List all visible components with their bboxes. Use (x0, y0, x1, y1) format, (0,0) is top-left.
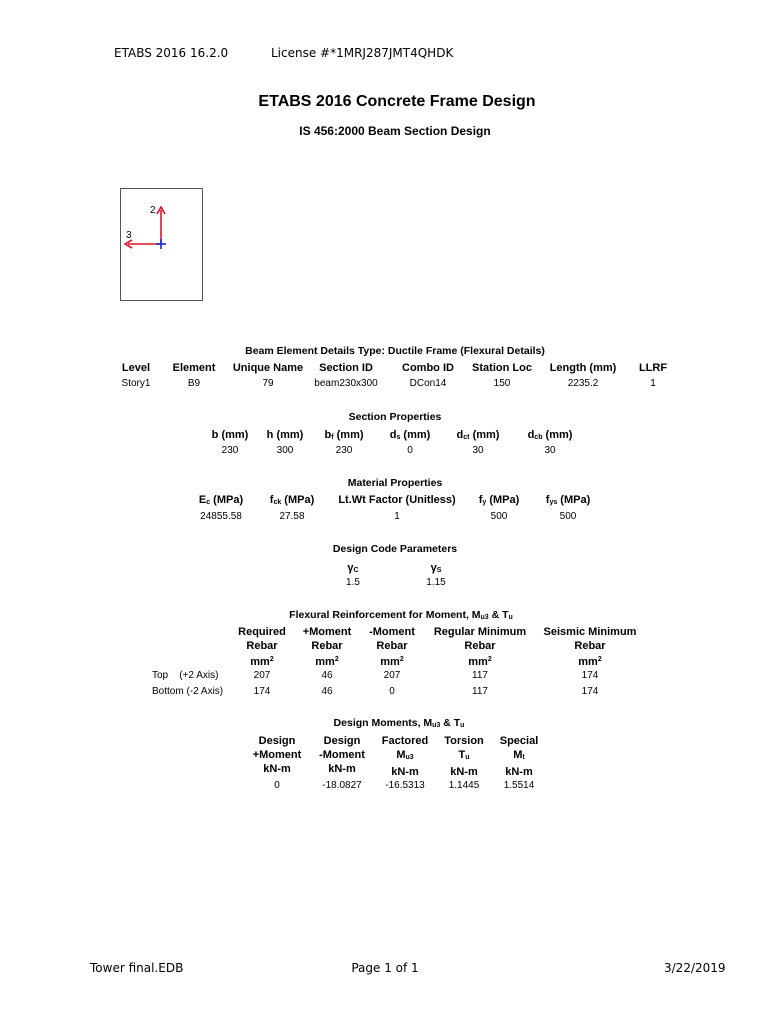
beam-header-element: Element (172, 362, 216, 374)
material-value-fys: 500 (559, 511, 577, 522)
material-value-fy: 500 (490, 511, 508, 522)
beam-header-station-loc: Station Loc (472, 362, 532, 374)
section-value-ds: 0 (407, 445, 413, 456)
beam-header-unique-name: Unique Name (232, 362, 304, 374)
section-header-bf: bf (mm) (324, 429, 364, 441)
footer-page-number: Page 1 of 1 (351, 961, 419, 975)
moments-col-design-minus: Design -Moment kN-m (319, 735, 365, 775)
flexural-top-seismic-minimum: 174 (581, 670, 599, 681)
beam-header-section-id: Section ID (319, 362, 373, 374)
flexural-bottom-plus-moment: 46 (321, 686, 333, 697)
moments-value-torsion: 1.1445 (448, 780, 480, 791)
flexural-col-minus-moment: -Moment Rebar $mm^2$ (369, 626, 415, 668)
axis-diagram-svg (120, 188, 203, 301)
section-header-ds: ds (mm) (389, 429, 431, 441)
flexural-row-label-bottom: Bottom (-2 Axis) (152, 686, 224, 697)
flexural-bottom-required: 174 (253, 686, 271, 697)
material-header-fck: fck (MPa) (269, 494, 315, 506)
beam-value-level: Story1 (121, 378, 151, 389)
beam-value-combo-id: DCon14 (409, 378, 447, 389)
moments-value-factored: -16.5313 (385, 780, 425, 791)
section-header-dcb: dcb (mm) (527, 429, 573, 441)
flexural-bottom-seismic-minimum: 174 (581, 686, 599, 697)
section-header-dct: dct (mm) (456, 429, 500, 441)
section-header-b: b (mm) (211, 429, 249, 441)
section-properties-title: Section Properties (348, 411, 442, 423)
flexural-col-regular-minimum: Regular Minimum Rebar $mm^2$ (433, 626, 527, 668)
beam-header-level: Level (121, 362, 151, 374)
moments-col-design-plus: Design +Moment kN-m (252, 735, 302, 775)
beam-value-station-loc: 150 (493, 378, 511, 389)
beam-header-length: Length (mm) (549, 362, 617, 374)
beam-value-llrf: 1 (650, 378, 656, 389)
beam-header-llrf: LLRF (638, 362, 668, 374)
flexural-row-label-top: Top (+2 Axis) (152, 670, 219, 681)
flexural-top-plus-moment: 46 (321, 670, 333, 681)
flexural-reinforcement-title: Flexural Reinforcement for Moment, Mu3 & Tu (289, 609, 513, 621)
page-subtitle: IS 456:2000 Beam Section Design (299, 124, 491, 138)
material-value-ltwt: 1 (394, 511, 400, 522)
axis-3-label: 3 (126, 230, 132, 241)
flexural-top-required: 207 (253, 670, 271, 681)
material-header-ltwt: Lt.Wt Factor (Unitless) (338, 494, 456, 506)
page-title: ETABS 2016 Concrete Frame Design (258, 93, 536, 110)
material-header-fy: fy (MPa) (478, 494, 520, 506)
moments-col-factored: Factored Mu3 kN-m (381, 735, 429, 778)
flexural-top-minus-moment: 207 (383, 670, 401, 681)
beam-value-section-id: beam230x300 (314, 378, 378, 389)
material-properties-title: Material Properties (347, 477, 443, 489)
footer-file-name: Tower final.EDB (90, 961, 184, 975)
flexural-col-plus-moment: +Moment Rebar $mm^2$ (302, 626, 352, 668)
axis-2-label: 2 (150, 205, 156, 216)
license-number: License #*1MRJ287JMT4QHDK (271, 46, 454, 60)
material-value-ec: 24855.58 (200, 511, 242, 522)
flexural-col-required: Required Rebar $mm^2$ (238, 626, 286, 668)
material-header-fys: fys (MPa) (545, 494, 591, 506)
moments-value-special: 1.5514 (503, 780, 535, 791)
material-value-fck: 27.58 (279, 511, 305, 522)
flexural-col-seismic-minimum: Seismic Minimum Rebar $mm^2$ (543, 626, 637, 668)
code-value-gamma-s: 1.15 (426, 577, 446, 588)
material-header-ec: Ec (MPa) (198, 494, 244, 506)
section-header-h: h (mm) (266, 429, 304, 441)
moments-value-design-plus: 0 (274, 780, 280, 791)
code-header-gamma-c: γC (347, 562, 359, 574)
code-value-gamma-c: 1.5 (346, 577, 360, 588)
beam-details-title: Beam Element Details Type: Ductile Frame (Flexural Details) (245, 345, 545, 357)
section-value-bf: 230 (335, 445, 353, 456)
flexural-bottom-minus-moment: 0 (389, 686, 395, 697)
code-header-gamma-s: γS (430, 562, 442, 574)
beam-header-combo-id: Combo ID (402, 362, 454, 374)
design-code-title: Design Code Parameters (332, 543, 458, 555)
section-value-dcb: 30 (544, 445, 556, 456)
beam-value-length: 2235.2 (567, 378, 599, 389)
software-version: ETABS 2016 16.2.0 (114, 46, 229, 60)
footer-date: 3/22/2019 (664, 961, 726, 975)
design-moments-title: Design Moments, Mu3 & Tu (333, 717, 465, 729)
flexural-top-regular-minimum: 117 (472, 670, 488, 681)
axis-diagram (120, 188, 203, 301)
beam-value-unique-name: 79 (262, 378, 274, 389)
section-value-dct: 30 (472, 445, 484, 456)
moments-col-torsion: Torsion Tu kN-m (444, 735, 484, 778)
beam-value-element: B9 (187, 378, 201, 389)
moments-value-design-minus: -18.0827 (322, 780, 362, 791)
moments-col-special: Special Mt kN-m (499, 735, 539, 778)
section-value-b: 230 (221, 445, 239, 456)
section-value-h: 300 (276, 445, 294, 456)
flexural-bottom-regular-minimum: 117 (472, 686, 488, 697)
